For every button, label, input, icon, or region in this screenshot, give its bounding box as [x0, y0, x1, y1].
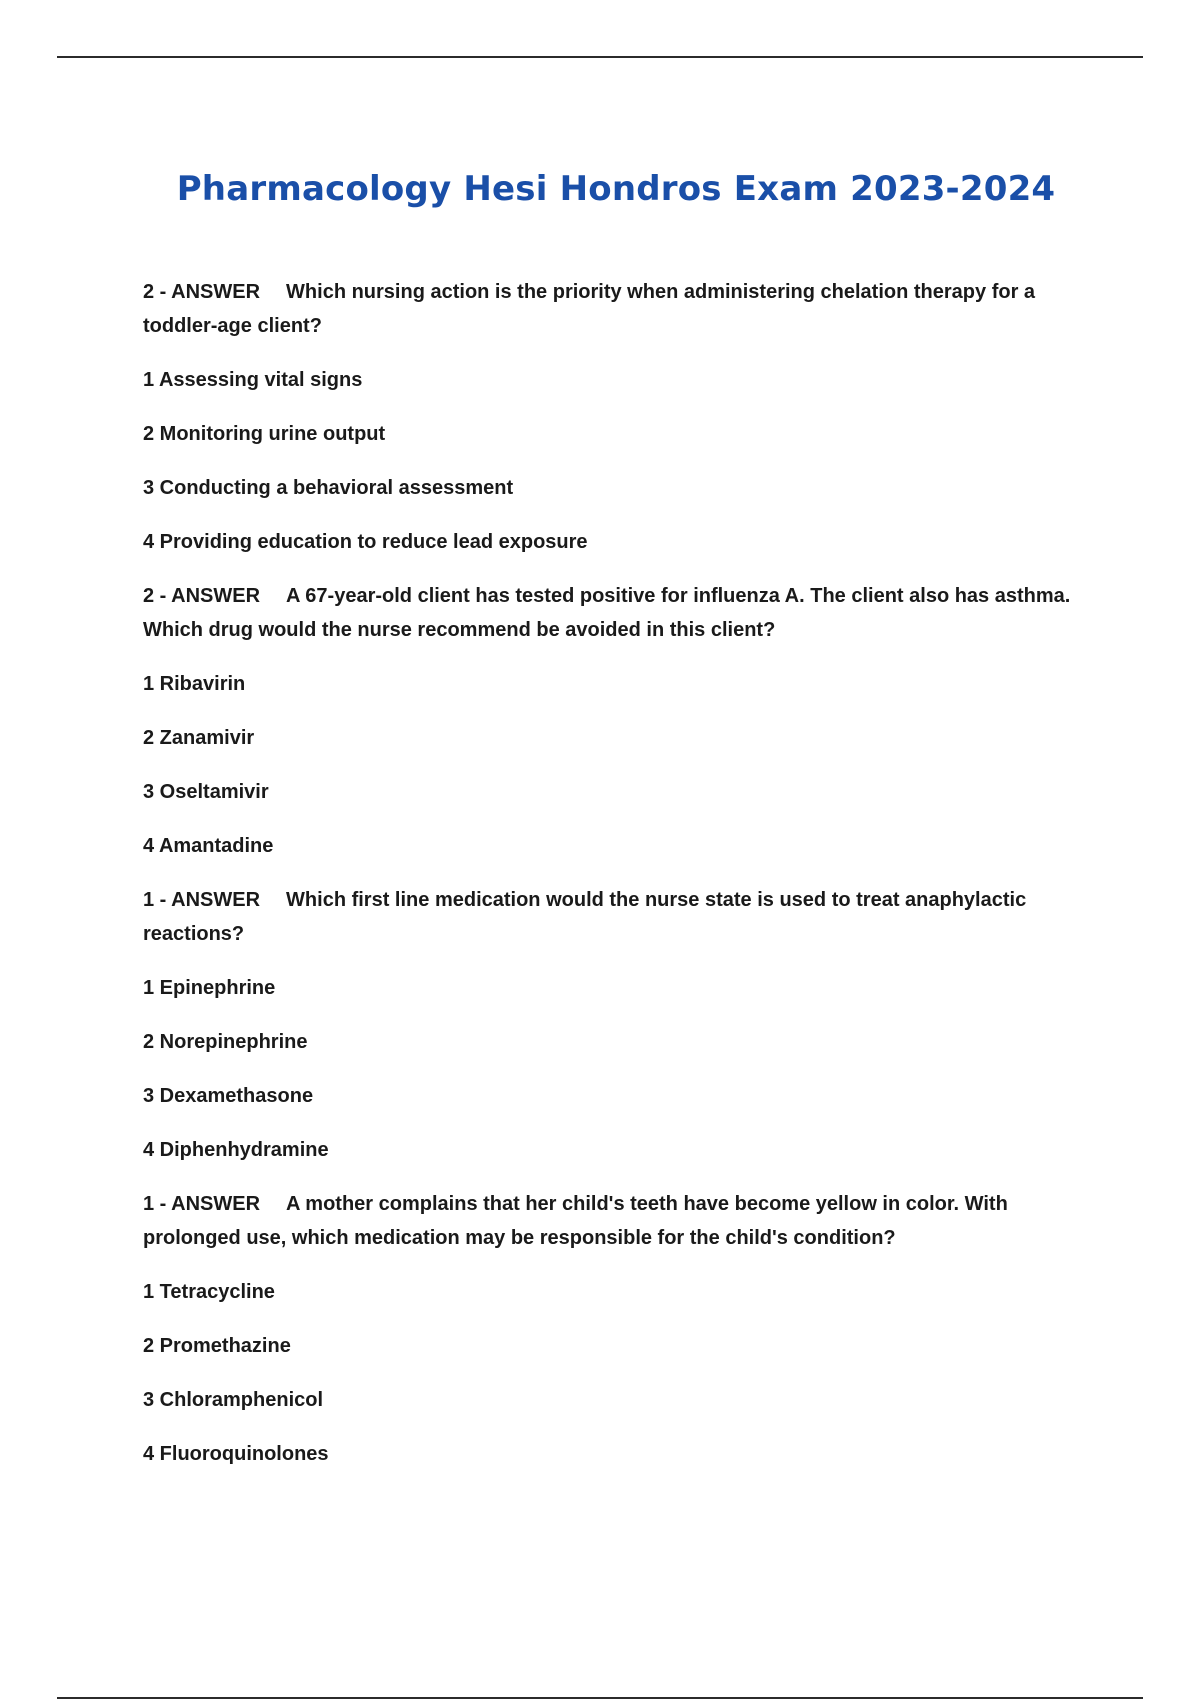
option: 2 Monitoring urine output	[143, 423, 386, 445]
question-body: A 67-year-old client has tested positive for influenza A. The client also has asthma. Which drug would the nurse recommend be avoided in this client?	[143, 585, 1071, 641]
question-text	[143, 1187, 1093, 1255]
question-body: A mother complains that her child's teeth have become yellow in color. With prolonged use, which medication may be responsible for the child's condition?	[143, 1193, 1008, 1249]
option: 3 Oseltamivir	[143, 781, 269, 803]
question-body: Which nursing action is the priority when administering chelation therapy for a toddler-age client?	[143, 281, 1036, 337]
option: 3 Dexamethasone	[143, 1085, 314, 1107]
option: 3 Conducting a behavioral assessment	[143, 477, 514, 499]
page-title: Pharmacology Hesi Hondros Exam 2023-2024	[176, 168, 1056, 209]
option: 4 Diphenhydramine	[143, 1139, 329, 1161]
question-block-2	[143, 579, 1093, 863]
answer-label: 1 - ANSWER	[143, 1193, 261, 1215]
bottom-divider	[57, 1697, 1143, 1699]
option: 1 Assessing vital signs	[143, 369, 363, 391]
question-block-3	[143, 883, 1093, 1167]
option: 1 Ribavirin	[143, 673, 246, 695]
question-text	[143, 579, 1093, 647]
option: 2 Zanamivir	[143, 727, 255, 749]
option: 2 Promethazine	[143, 1335, 291, 1357]
option: 2 Norepinephrine	[143, 1031, 308, 1053]
option: 1 Epinephrine	[143, 977, 276, 999]
answer-label: 2 - ANSWER	[143, 281, 261, 303]
top-divider	[57, 56, 1143, 58]
question-block-1	[143, 275, 1093, 559]
option: 4 Providing education to reduce lead exposure	[143, 531, 588, 553]
option: 3 Chloramphenicol	[143, 1389, 324, 1411]
question-block-4	[143, 1187, 1093, 1471]
answer-label: 1 - ANSWER	[143, 889, 261, 911]
question-list	[143, 275, 1093, 1491]
answer-label: 2 - ANSWER	[143, 585, 261, 607]
question-text	[143, 275, 1093, 343]
option: 4 Fluoroquinolones	[143, 1443, 329, 1465]
option: 4 Amantadine	[143, 835, 274, 857]
question-body: Which first line medication would the nurse state is used to treat anaphylactic reactions?	[143, 889, 1027, 945]
option: 1 Tetracycline	[143, 1281, 275, 1303]
question-text	[143, 883, 1093, 951]
